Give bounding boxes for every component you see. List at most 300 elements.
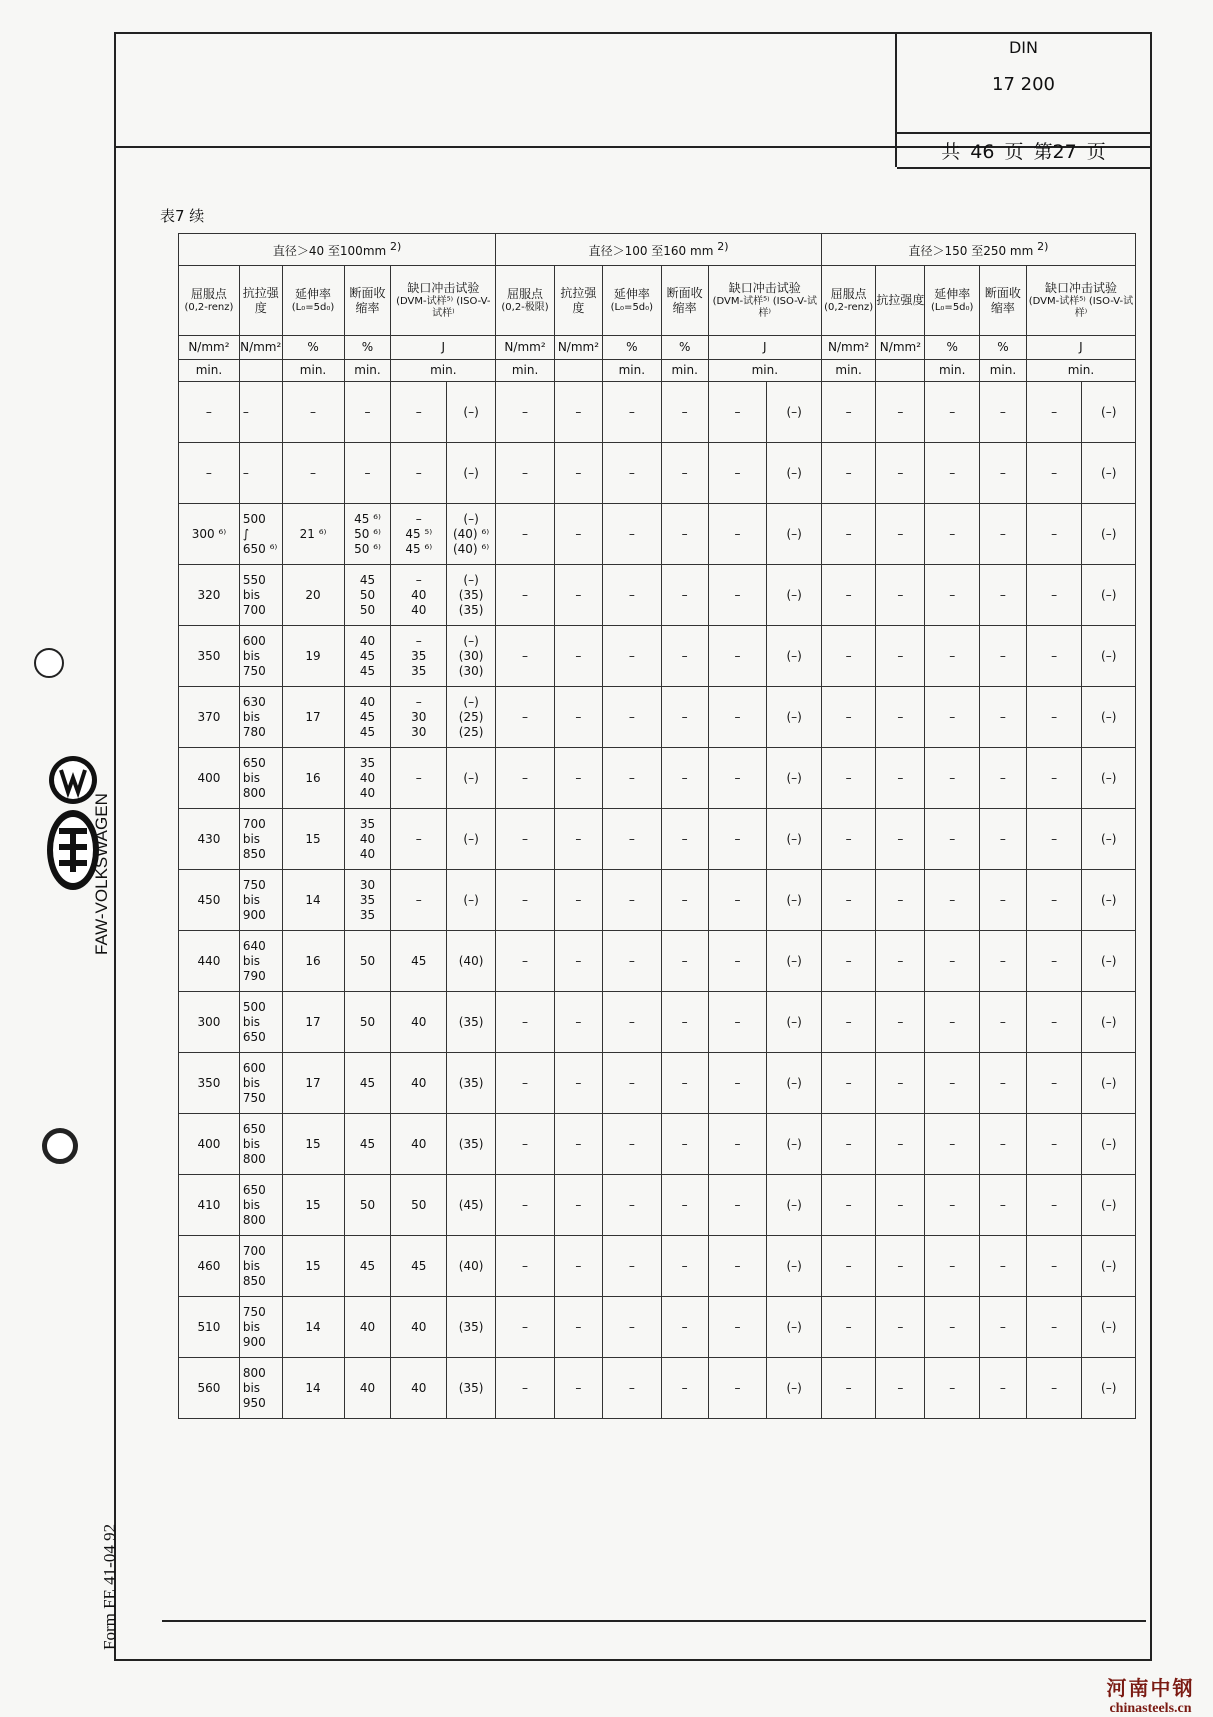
table-cell: – xyxy=(708,687,767,748)
table-cell: – xyxy=(1026,1358,1082,1419)
table-cell: – xyxy=(602,687,661,748)
unit-cell: J xyxy=(708,336,821,360)
table-cell: – xyxy=(979,1297,1026,1358)
table-cell: – xyxy=(708,931,767,992)
table-cell: – xyxy=(602,443,661,504)
table-cell: – xyxy=(925,809,979,870)
table-cell: – xyxy=(821,626,875,687)
table-cell: – xyxy=(661,626,708,687)
table-cell: – xyxy=(239,382,282,443)
din-label: DIN xyxy=(1008,38,1038,57)
table-cell: – xyxy=(876,992,925,1053)
table-cell: – xyxy=(876,1053,925,1114)
table-cell: 45 ⁶⁾ 50 ⁶⁾ 50 ⁶⁾ xyxy=(344,504,391,565)
table-cell: 45 xyxy=(391,931,447,992)
col-reduction: 断面收缩率 xyxy=(979,266,1026,336)
table-cell: (–) (30) (30) xyxy=(447,626,496,687)
table-cell: – xyxy=(496,1114,555,1175)
table-cell: – xyxy=(925,687,979,748)
table-cell: 300 xyxy=(179,992,240,1053)
table-cell: – xyxy=(821,504,875,565)
din-number: 17 200 xyxy=(992,74,1055,95)
table-cell: 650 bis 800 xyxy=(239,748,282,809)
din-box xyxy=(895,32,1150,167)
table-cell: (–) xyxy=(1082,565,1136,626)
table-cell: (–) xyxy=(1082,870,1136,931)
table-cell: – xyxy=(979,1053,1026,1114)
table-cell: 800 bis 950 xyxy=(239,1358,282,1419)
table-cell: – xyxy=(602,870,661,931)
table-cell: – xyxy=(925,1358,979,1419)
table-cell: – xyxy=(925,1297,979,1358)
table-cell: – xyxy=(1026,748,1082,809)
table-cell: (–) (35) (35) xyxy=(447,565,496,626)
table-cell: (35) xyxy=(447,1297,496,1358)
table-cell: – xyxy=(708,748,767,809)
table-cell: – xyxy=(661,931,708,992)
table-cell: 45 xyxy=(344,1236,391,1297)
table-cell: (–) xyxy=(767,1358,822,1419)
table-cell: – xyxy=(876,1114,925,1175)
table-cell: – xyxy=(708,626,767,687)
table-cell: 15 xyxy=(282,1175,344,1236)
table-cell: – xyxy=(925,931,979,992)
min-cell xyxy=(876,360,925,382)
table-cell: (–) xyxy=(1082,443,1136,504)
table-cell: 16 xyxy=(282,748,344,809)
unit-cell: % xyxy=(602,336,661,360)
table-row xyxy=(179,870,1136,931)
col-impact: 缺口冲击试验 (DVM-试样⁵⁾ (ISO-V-试样⁾ xyxy=(708,266,821,336)
col-tensile: 抗拉强度 xyxy=(876,266,925,336)
unit-cell: N/mm² xyxy=(239,336,282,360)
min-row xyxy=(179,360,1136,382)
table-cell: 40 xyxy=(344,1358,391,1419)
table-cell: 20 xyxy=(282,565,344,626)
table-cell: – xyxy=(496,1236,555,1297)
table-cell: – xyxy=(821,1358,875,1419)
table-cell: – xyxy=(661,1358,708,1419)
table-cell: – xyxy=(602,748,661,809)
table-cell: – xyxy=(602,1114,661,1175)
table-cell: – xyxy=(1026,504,1082,565)
pagination: 共 46 页 第27 页 xyxy=(897,132,1150,169)
table-cell: – xyxy=(496,504,555,565)
table-cell: – xyxy=(1026,626,1082,687)
table-cell: – xyxy=(821,1053,875,1114)
table-cell: – xyxy=(1026,1175,1082,1236)
table-cell: 45 50 50 xyxy=(344,565,391,626)
table-cell: – xyxy=(391,443,447,504)
table-cell: – xyxy=(661,443,708,504)
table-cell: – xyxy=(661,748,708,809)
properties-table xyxy=(178,233,1136,1419)
table-cell: – xyxy=(821,809,875,870)
table-cell: – xyxy=(496,626,555,687)
table-cell: (–) xyxy=(767,748,822,809)
unit-cell: J xyxy=(391,336,496,360)
table-cell: 19 xyxy=(282,626,344,687)
table-cell: (–) (25) (25) xyxy=(447,687,496,748)
watermark-cn: 河南中钢 xyxy=(1106,1678,1195,1700)
col-elongation: 延伸率 (L₀=5d₀) xyxy=(925,266,979,336)
table-cell: – xyxy=(661,870,708,931)
table-cell: – xyxy=(708,1175,767,1236)
col-impact: 缺口冲击试验 (DVM-试样⁵⁾ (ISO-V-试样⁾ xyxy=(391,266,496,336)
table-cell: (–) xyxy=(1082,504,1136,565)
table-cell: 17 xyxy=(282,1053,344,1114)
table-cell: – xyxy=(496,870,555,931)
col-tensile: 抗拉强度 xyxy=(239,266,282,336)
table-cell: 630 bis 780 xyxy=(239,687,282,748)
table-cell: – xyxy=(554,1053,602,1114)
table-cell: (–) xyxy=(1082,809,1136,870)
min-cell: min. xyxy=(925,360,979,382)
footer-rule xyxy=(162,1620,1146,1622)
table-cell: – xyxy=(979,1175,1026,1236)
table-cell: – xyxy=(1026,1297,1082,1358)
table-cell: – xyxy=(282,382,344,443)
table-row xyxy=(179,1297,1136,1358)
table-cell: – xyxy=(925,443,979,504)
table-cell: – xyxy=(661,1114,708,1175)
table-cell: – 40 40 xyxy=(391,565,447,626)
table-cell: 50 xyxy=(344,1175,391,1236)
table-cell: (40) xyxy=(447,1236,496,1297)
table-cell: – xyxy=(821,1175,875,1236)
table-cell: (–) xyxy=(1082,1358,1136,1419)
col-elongation: 延伸率 (L₀=5d₀) xyxy=(282,266,344,336)
table-cell: 370 xyxy=(179,687,240,748)
table-cell: – xyxy=(979,1114,1026,1175)
table-cell: 50 xyxy=(344,992,391,1053)
min-cell: min. xyxy=(708,360,821,382)
table-cell: (–) xyxy=(1082,1236,1136,1297)
table-cell: – 30 30 xyxy=(391,687,447,748)
table-cell: – xyxy=(925,1175,979,1236)
table-cell: – xyxy=(925,1114,979,1175)
table-cell: – xyxy=(708,1053,767,1114)
table-cell: – xyxy=(821,1297,875,1358)
table-cell: – xyxy=(979,748,1026,809)
table-cell: – xyxy=(876,1175,925,1236)
table-cell: (–) xyxy=(767,1114,822,1175)
table-cell: 600 bis 750 xyxy=(239,1053,282,1114)
table-cell: – xyxy=(876,1358,925,1419)
table-cell: – xyxy=(661,809,708,870)
table-cell: – xyxy=(602,1053,661,1114)
table-cell: (–) xyxy=(447,870,496,931)
table-cell: – xyxy=(708,1114,767,1175)
table-cell: – xyxy=(554,565,602,626)
unit-cell: N/mm² xyxy=(179,336,240,360)
table-cell: – xyxy=(344,443,391,504)
table-cell: (–) xyxy=(1082,748,1136,809)
table-cell: – xyxy=(876,809,925,870)
table-cell: – xyxy=(876,443,925,504)
table-cell: (–) xyxy=(1082,1053,1136,1114)
table-cell: – xyxy=(979,443,1026,504)
table-cell: 40 xyxy=(391,1297,447,1358)
table-cell: – xyxy=(602,1358,661,1419)
table-cell: – xyxy=(344,382,391,443)
table-cell: 350 xyxy=(179,1053,240,1114)
table-cell: 300 ⁶⁾ xyxy=(179,504,240,565)
table-cell: – xyxy=(925,504,979,565)
table-cell: – xyxy=(554,1175,602,1236)
group-header-3: 直径＞150 至250 mm $^{2)}$ xyxy=(821,234,1135,266)
table-cell: 460 xyxy=(179,1236,240,1297)
table-cell: – xyxy=(602,1236,661,1297)
table-cell: – xyxy=(602,1175,661,1236)
table-cell: – xyxy=(554,382,602,443)
table-cell: (45) xyxy=(447,1175,496,1236)
table-cell: – xyxy=(1026,1236,1082,1297)
table-cell: 650 bis 800 xyxy=(239,1175,282,1236)
table-cell: 40 xyxy=(391,1114,447,1175)
table-cell: – xyxy=(496,992,555,1053)
table-cell: – xyxy=(979,1236,1026,1297)
table-cell: (–) xyxy=(767,1175,822,1236)
table-cell: – xyxy=(876,626,925,687)
table-cell: – xyxy=(876,1236,925,1297)
table-cell: – xyxy=(1026,382,1082,443)
table-cell: – xyxy=(708,565,767,626)
table-cell: – xyxy=(1026,1114,1082,1175)
table-cell: – xyxy=(496,1175,555,1236)
table-cell: – xyxy=(496,1358,555,1419)
table-cell: 650 bis 800 xyxy=(239,1114,282,1175)
table-cell: – xyxy=(708,1297,767,1358)
group-header-1: 直径＞40 至100mm $^{2)}$ xyxy=(179,234,496,266)
table-cell: 14 xyxy=(282,1358,344,1419)
table-cell: (35) xyxy=(447,1114,496,1175)
table-row xyxy=(179,1114,1136,1175)
table-cell: – xyxy=(1026,992,1082,1053)
table-cell: (–) xyxy=(1082,1175,1136,1236)
table-cell: – xyxy=(602,504,661,565)
table-cell: – xyxy=(979,1358,1026,1419)
table-cell: – xyxy=(179,443,240,504)
table-cell: – xyxy=(925,1053,979,1114)
table-row xyxy=(179,382,1136,443)
table-cell: – xyxy=(821,687,875,748)
col-reduction: 断面收缩率 xyxy=(344,266,391,336)
table-cell: – xyxy=(821,382,875,443)
table-cell: 700 bis 850 xyxy=(239,809,282,870)
table-cell: (–) xyxy=(767,1297,822,1358)
table-cell: – xyxy=(821,870,875,931)
table-cell: – xyxy=(496,809,555,870)
brand-text: FAW-VOLKSWAGEN xyxy=(92,793,111,955)
table-cell: – xyxy=(602,809,661,870)
table-cell: 30 35 35 xyxy=(344,870,391,931)
table-cell: 560 xyxy=(179,1358,240,1419)
table-cell: 45 xyxy=(391,1236,447,1297)
table-cell: – xyxy=(554,992,602,1053)
table-cell: – xyxy=(708,870,767,931)
table-cell: (–) xyxy=(767,870,822,931)
table-row xyxy=(179,687,1136,748)
table-cell: – xyxy=(661,1297,708,1358)
table-cell: – xyxy=(661,504,708,565)
table-cell: (–) xyxy=(447,809,496,870)
table-cell: 400 xyxy=(179,748,240,809)
table-cell: – xyxy=(876,565,925,626)
unit-cell: % xyxy=(925,336,979,360)
col-yield: 屈服点 (0,2-renz) xyxy=(179,266,240,336)
table-cell: – xyxy=(496,687,555,748)
table-cell: 40 xyxy=(391,1053,447,1114)
table-cell: – xyxy=(708,504,767,565)
min-cell: min. xyxy=(661,360,708,382)
table-cell: – xyxy=(496,443,555,504)
table-cell: – xyxy=(979,931,1026,992)
unit-cell: % xyxy=(282,336,344,360)
watermark-url: chinasteels.cn xyxy=(1109,1701,1192,1716)
table-cell: – xyxy=(282,443,344,504)
form-reference: Form FE 41-04 92 xyxy=(100,1523,119,1650)
table-cell: – xyxy=(876,748,925,809)
table-cell: – xyxy=(979,504,1026,565)
table-row xyxy=(179,626,1136,687)
group-header-row xyxy=(179,234,1136,266)
table-cell: (–) xyxy=(1082,382,1136,443)
table-cell: 550 bis 700 xyxy=(239,565,282,626)
table-cell: – xyxy=(708,1236,767,1297)
table-cell: 17 xyxy=(282,992,344,1053)
table-cell: – xyxy=(391,809,447,870)
table-row xyxy=(179,1053,1136,1114)
table-cell: – xyxy=(925,565,979,626)
col-yield: 屈服点 (0,2-renz) xyxy=(821,266,875,336)
table-cell: – xyxy=(554,504,602,565)
min-cell: min. xyxy=(602,360,661,382)
table-cell: – xyxy=(602,565,661,626)
table-cell: 500 bis 650 xyxy=(239,992,282,1053)
table-cell: – xyxy=(179,382,240,443)
table-cell: – xyxy=(821,992,875,1053)
table-cell: 15 xyxy=(282,1114,344,1175)
table-cell: – xyxy=(979,687,1026,748)
table-cell: – xyxy=(1026,565,1082,626)
table-row xyxy=(179,443,1136,504)
unit-cell: N/mm² xyxy=(496,336,555,360)
table-cell: – xyxy=(1026,1053,1082,1114)
table-cell: (–) xyxy=(1082,1297,1136,1358)
table-cell: – xyxy=(496,748,555,809)
table-cell: 450 xyxy=(179,870,240,931)
table-cell: (35) xyxy=(447,1358,496,1419)
table-cell: (–) xyxy=(767,687,822,748)
table-cell: – xyxy=(876,931,925,992)
table-body xyxy=(179,382,1136,1419)
min-cell: min. xyxy=(1026,360,1135,382)
table-cell: – xyxy=(661,565,708,626)
table-cell: – xyxy=(554,870,602,931)
table-cell: (–) xyxy=(767,809,822,870)
table-cell: – xyxy=(661,382,708,443)
table-cell: 510 xyxy=(179,1297,240,1358)
min-cell: min. xyxy=(344,360,391,382)
unit-cell: N/mm² xyxy=(876,336,925,360)
table-cell: 320 xyxy=(179,565,240,626)
table-cell: – xyxy=(979,565,1026,626)
table-cell: – xyxy=(821,748,875,809)
min-cell xyxy=(239,360,282,382)
table-cell: (–) (40) ⁶⁾ (40) ⁶⁾ xyxy=(447,504,496,565)
table-cell: 40 45 45 xyxy=(344,626,391,687)
table-cell: – xyxy=(661,687,708,748)
table-cell: – xyxy=(1026,687,1082,748)
table-row xyxy=(179,1175,1136,1236)
table-row xyxy=(179,992,1136,1053)
table-row xyxy=(179,504,1136,565)
table-cell: (35) xyxy=(447,1053,496,1114)
table-cell: (–) xyxy=(1082,992,1136,1053)
table-cell: – xyxy=(391,382,447,443)
table-row xyxy=(179,809,1136,870)
table-cell: – xyxy=(602,992,661,1053)
table-cell: – xyxy=(554,931,602,992)
table-cell: (–) xyxy=(767,443,822,504)
table-cell: 17 xyxy=(282,687,344,748)
table-cell: – xyxy=(661,1236,708,1297)
min-cell: min. xyxy=(391,360,496,382)
unit-cell: N/mm² xyxy=(554,336,602,360)
table-row xyxy=(179,748,1136,809)
table-cell: – xyxy=(876,687,925,748)
table-cell: 40 45 45 xyxy=(344,687,391,748)
table-cell: – xyxy=(554,443,602,504)
table-cell: – xyxy=(602,626,661,687)
table-cell: – xyxy=(708,809,767,870)
table-cell: 600 bis 750 xyxy=(239,626,282,687)
col-elongation: 延伸率 (L₀=5d₀) xyxy=(602,266,661,336)
min-cell: min. xyxy=(282,360,344,382)
table-cell: (–) xyxy=(1082,687,1136,748)
table-cell: 21 ⁶⁾ xyxy=(282,504,344,565)
table-cell: 40 xyxy=(391,1358,447,1419)
min-cell: min. xyxy=(821,360,875,382)
table-cell: 750 bis 900 xyxy=(239,870,282,931)
table-cell: 14 xyxy=(282,870,344,931)
table-cell: – xyxy=(925,626,979,687)
table-cell: – xyxy=(391,748,447,809)
table-cell: – xyxy=(661,992,708,1053)
units-row xyxy=(179,336,1136,360)
table-cell: – xyxy=(821,443,875,504)
table-cell: – xyxy=(708,382,767,443)
col-impact: 缺口冲击试验 (DVM-试样⁵⁾ (ISO-V-试样⁾ xyxy=(1026,266,1135,336)
table-cell: 35 40 40 xyxy=(344,809,391,870)
table-cell: (–) xyxy=(767,931,822,992)
table-cell: – xyxy=(876,1297,925,1358)
table-cell: (–) xyxy=(767,626,822,687)
table-cell: – xyxy=(821,931,875,992)
table-cell: – xyxy=(554,809,602,870)
unit-cell: J xyxy=(1026,336,1135,360)
table-cell: 35 40 40 xyxy=(344,748,391,809)
column-header-row xyxy=(179,266,1136,336)
table-cell: – 35 35 xyxy=(391,626,447,687)
table-cell: – xyxy=(554,1236,602,1297)
col-reduction: 断面收缩率 xyxy=(661,266,708,336)
table-cell: 50 xyxy=(391,1175,447,1236)
table-cell: – xyxy=(979,382,1026,443)
unit-cell: % xyxy=(979,336,1026,360)
table-cell: – xyxy=(496,931,555,992)
